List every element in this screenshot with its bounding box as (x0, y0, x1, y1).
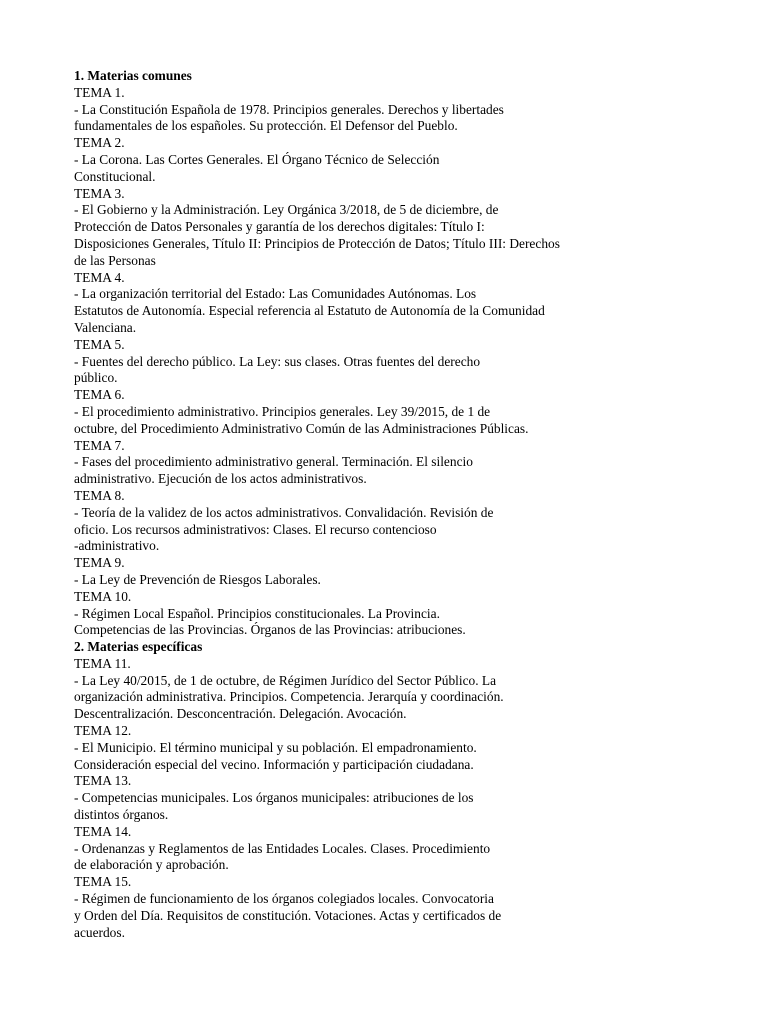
tema-block (74, 773, 704, 823)
tema-text-line: - Régimen de funcionamiento de los órganos colegiados locales. Convocatoria (74, 891, 494, 907)
tema-text-line: Competencias de las Provincias. Órganos de las Provincias: atribuciones. (74, 622, 466, 638)
tema-text-line: - La Corona. Las Cortes Generales. El Órgano Técnico de Selección (74, 151, 440, 167)
tema-block (74, 337, 704, 387)
tema-text-line: y Orden del Día. Requisitos de constitución. Votaciones. Actas y certificados de (74, 907, 502, 923)
tema-block (74, 387, 704, 437)
tema-block (74, 723, 704, 773)
section-heading: 1. Materias comunes (74, 68, 192, 83)
tema-list (74, 85, 704, 639)
tema-text-line: - La organización territorial del Estado: Las Comunidades Autónomas. Los (74, 286, 477, 302)
tema-block (74, 824, 704, 874)
tema-text-line: organización administrativa. Principios. Competencia. Jerarquía y coordinación. (74, 689, 504, 705)
tema-label: TEMA 1. (74, 84, 125, 100)
tema-text-line: acuerdos. (74, 924, 125, 940)
tema-label: TEMA 14. (74, 823, 132, 839)
tema-list (74, 656, 704, 942)
tema-block (74, 270, 704, 337)
tema-text-line: - El Municipio. El término municipal y su población. El empadronamiento. (74, 739, 477, 755)
section-materias-especificas (74, 639, 704, 941)
tema-text-line: Disposiciones Generales, Título II: Principios de Protección de Datos; Título III: Derechos (74, 235, 560, 251)
tema-text-line: Descentralización. Desconcentración. Delegación. Avocación. (74, 706, 407, 722)
tema-text-line: - La Ley 40/2015, de 1 de octubre, de Régimen Jurídico del Sector Público. La (74, 672, 497, 688)
tema-label: TEMA 7. (74, 437, 125, 453)
tema-label: TEMA 8. (74, 487, 125, 503)
tema-block (74, 85, 704, 135)
tema-text-line: - Fuentes del derecho público. La Ley: sus clases. Otras fuentes del derecho (74, 353, 481, 369)
tema-text-line: oficio. Los recursos administrativos: Clases. El recurso contencioso (74, 521, 437, 537)
tema-text-line: - El Gobierno y la Administración. Ley Orgánica 3/2018, de 5 de diciembre, de (74, 202, 499, 218)
tema-text-line: Estatutos de Autonomía. Especial referencia al Estatuto de Autonomía de la Comunidad (74, 303, 545, 319)
tema-block (74, 488, 704, 555)
tema-block (74, 186, 704, 270)
tema-label: TEMA 11. (74, 655, 131, 671)
tema-label: TEMA 10. (74, 588, 132, 604)
tema-label: TEMA 9. (74, 555, 125, 571)
tema-text-line: público. (74, 370, 118, 386)
tema-label: TEMA 13. (74, 773, 132, 789)
tema-text-line: - Competencias municipales. Los órganos municipales: atribuciones de los (74, 790, 474, 806)
tema-text-line: Constitucional. (74, 168, 156, 184)
tema-text-line: - Régimen Local Español. Principios constitucionales. La Provincia. (74, 605, 440, 621)
tema-block (74, 135, 704, 185)
tema-text-line: distintos órganos. (74, 807, 169, 823)
tema-label: TEMA 3. (74, 185, 125, 201)
tema-text-line: Protección de Datos Personales y garantía de los derechos digitales: Título I: (74, 219, 485, 235)
tema-label: TEMA 2. (74, 135, 125, 151)
tema-text-line: Valenciana. (74, 319, 137, 335)
tema-label: TEMA 15. (74, 874, 132, 890)
tema-text-line: de elaboración y aprobación. (74, 857, 229, 873)
tema-block (74, 555, 704, 589)
section-materias-comunes (74, 68, 704, 639)
tema-text-line: -administrativo. (74, 538, 160, 554)
section-heading: 2. Materias específicas (74, 639, 203, 655)
tema-block (74, 589, 704, 639)
tema-block (74, 656, 704, 723)
tema-label: TEMA 12. (74, 723, 132, 739)
tema-text-line: - El procedimiento administrativo. Principios generales. Ley 39/2015, de 1 de (74, 403, 491, 419)
tema-text-line: de las Personas (74, 252, 156, 268)
tema-text-line: Consideración especial del vecino. Información y participación ciudadana. (74, 756, 474, 772)
tema-block (74, 874, 704, 941)
tema-label: TEMA 6. (74, 387, 125, 403)
tema-text-line: fundamentales de los españoles. Su protección. El Defensor del Pueblo. (74, 118, 458, 134)
tema-block (74, 438, 704, 488)
tema-text-line: - La Ley de Prevención de Riesgos Laborales. (74, 571, 321, 587)
tema-text-line: - La Constitución Española de 1978. Principios generales. Derechos y libertades (74, 101, 504, 117)
tema-label: TEMA 5. (74, 336, 125, 352)
tema-text-line: administrativo. Ejecución de los actos administrativos. (74, 471, 367, 487)
tema-text-line: - Ordenanzas y Reglamentos de las Entidades Locales. Clases. Procedimiento (74, 840, 491, 856)
tema-text-line: - Teoría de la validez de los actos administrativos. Convalidación. Revisión de (74, 504, 494, 520)
tema-text-line: octubre, del Procedimiento Administrativo Común de las Administraciones Públicas. (74, 420, 529, 436)
document-page (74, 68, 704, 941)
tema-label: TEMA 4. (74, 269, 125, 285)
tema-text-line: - Fases del procedimiento administrativo general. Terminación. El silencio (74, 454, 473, 470)
